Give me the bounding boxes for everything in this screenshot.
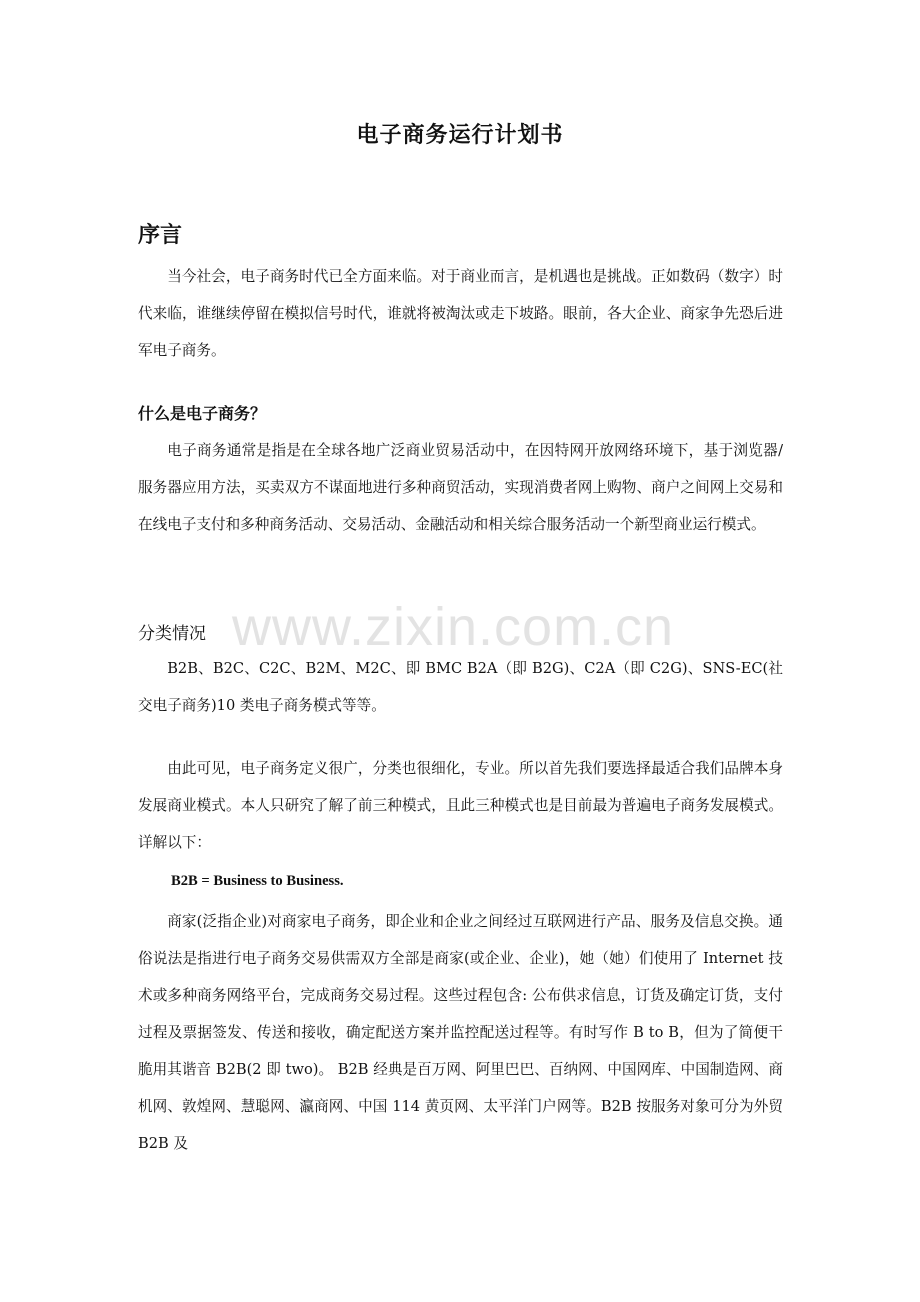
category-paragraph: B2B、B2C、C2C、B2M、M2C、即 BMC B2A（即 B2G)、C2A（即 C2G)、SNS-EC(社交电子商务)10 类电子商务模式等等。 — [138, 660, 783, 714]
watermark: www.zixin.com.cn — [232, 597, 675, 657]
b2b-heading: B2B = Business to Business. — [171, 873, 344, 889]
preface-paragraph: 当今社会，电子商务时代已全方面来临。对于商业而言，是机遇也是挑战。正如数码（数字）时代来临，谁继续停留在模拟信号时代，谁就将被淘汰或走下坡路。眼前，各大企业、商家争先恐后进军电子商务。 — [138, 268, 783, 359]
what-is-ecommerce-heading: 什么是电子商务？ — [138, 404, 267, 423]
preface-heading: 序言 — [138, 223, 183, 248]
summary-paragraph: 由此可见，电子商务定义很广，分类也很细化，专业。所以首先我们要选择最适合我们品牌本身发展商业模式。本人只研究了解了前三种模式，且此三种模式也是目前最为普遍电子商务发展模式。详解以下： — [138, 760, 783, 851]
what-is-ecommerce-paragraph: 电子商务通常是指是在全球各地广泛商业贸易活动中，在因特网开放网络环境下，基于浏览器/服务器应用方法，买卖双方不谋面地进行多种商贸活动，实现消费者网上购物、商户之间网上交易和在线电子支付和多种商务活动、交易活动、金融活动和相关综合服务活动一个新型商业运行模式。 — [138, 442, 783, 533]
b2b-paragraph: 商家(泛指企业)对商家电子商务，即企业和企业之间经过互联网进行产品、服务及信息交换。通俗说法是指进行电子商务交易供需双方全部是商家(或企业、企业)，她（她）们使用了 Internet 技术或多种商务网络平台，完成商务交易过程。这些过程包含: 公布供求信息，订货及确定订货，支付过程及票据签发、传送和接收，确定配送方案并监控配送过程等。有时写作 B to B，但为了简便干脆用其谐音 B2B(2 即 two)。 B2B 经典是百万网、阿里巴巴、百纳网、中国网库、中国制造网、商机网、敦煌网、慧聪网、瀛商网、中国 114 黄页网、太平洋门户网等。B2B 按服务对象可分为外贸 B2B 及 — [138, 913, 783, 1152]
document-title: 电子商务运行计划书 — [356, 123, 564, 148]
category-heading: 分类情况 — [138, 624, 206, 644]
